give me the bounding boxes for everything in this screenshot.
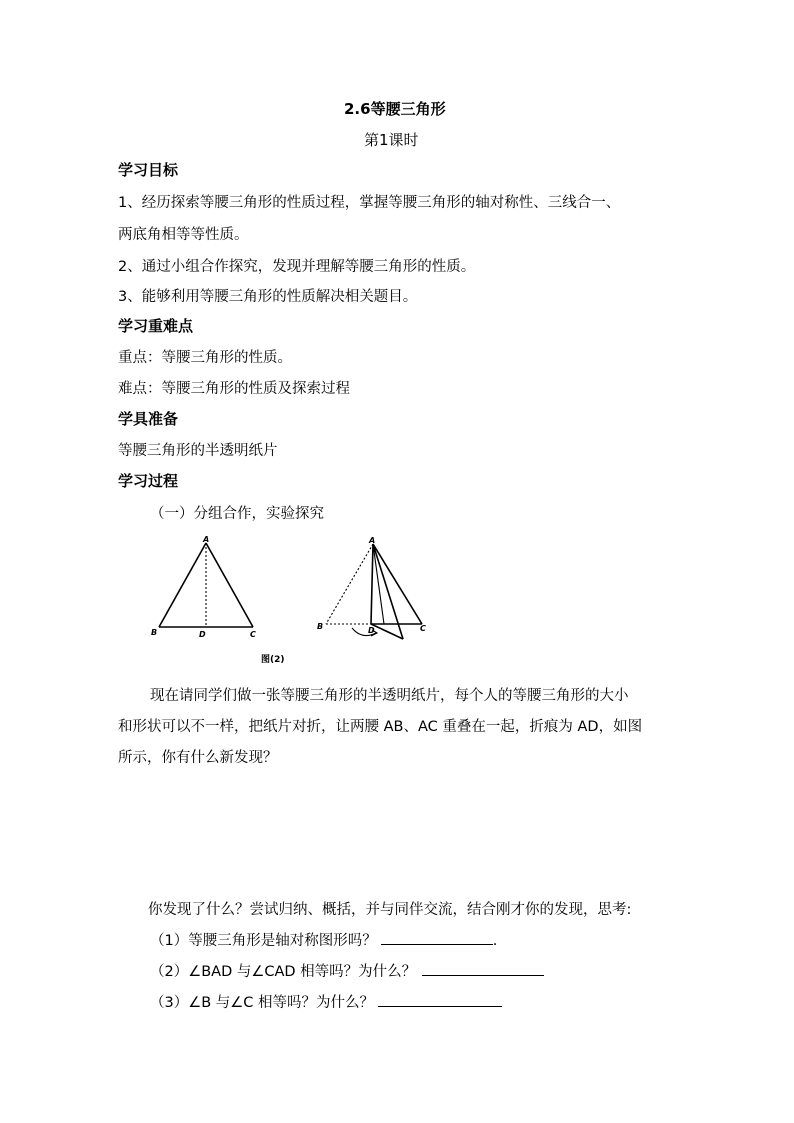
label-d-left: D — [199, 630, 206, 639]
materials-text: 等腰三角形的半透明纸片 — [118, 443, 278, 459]
triangle-left — [159, 543, 253, 627]
label-d-right: D — [368, 626, 375, 635]
question-2-text: （2）∠BAD 与∠CAD 相等吗？为什么？ — [150, 964, 417, 980]
goal-item: 2、通过小组合作探究，发现并理解等腰三角形的性质。 — [118, 259, 476, 275]
answer-blank-1[interactable] — [381, 930, 493, 945]
question-3-text: （3）∠B 与∠C 相等吗？为什么？ — [150, 995, 375, 1011]
goal-item: 两底角相等等性质。 — [118, 227, 249, 243]
question-1 — [150, 929, 497, 950]
folding-figure — [140, 532, 440, 672]
difficulty-point: 难点：等腰三角形的性质及探索过程 — [118, 381, 350, 397]
goal-item: 3、能够利用等腰三角形的性质解决相关题目。 — [118, 289, 418, 305]
answer-blank-3[interactable] — [378, 992, 502, 1007]
question-2 — [150, 960, 544, 981]
instruction-paragraph-line: 现在请同学们做一张等腰三角形的半透明纸片，每个人的等腰三角形的大小 — [150, 688, 629, 704]
page-title: 2.6等腰三角形 — [344, 100, 446, 118]
label-a-left: A — [203, 535, 210, 544]
goals-heading: 学习目标 — [118, 161, 179, 179]
label-b-left: B — [151, 628, 158, 637]
label-c-right: C — [420, 624, 426, 633]
lesson-subtitle: 第1课时 — [364, 131, 419, 149]
instruction-paragraph-line: 所示，你有什么新发现？ — [118, 750, 278, 766]
instruction-paragraph-line: 和形状可以不一样，把纸片对折，让两腰 AB、AC 重叠在一起，折痕为 AD，如图 — [118, 719, 643, 735]
label-c-left: C — [250, 630, 256, 639]
key-points-heading: 学习重难点 — [118, 317, 194, 335]
label-b-right: B — [317, 622, 324, 631]
label-a-right: A — [369, 536, 376, 545]
process-heading: 学习过程 — [118, 472, 179, 490]
goal-item: 1、经历探索等腰三角形的性质过程，掌握等腰三角形的轴对称性、三线合一、 — [118, 195, 621, 211]
answer-blank-2[interactable] — [422, 961, 544, 976]
question-1-text: （1）等腰三角形是轴对称图形吗？ — [150, 933, 377, 949]
triangle-right — [326, 544, 422, 639]
question-1-end: . — [492, 933, 498, 949]
figure-caption: 图(2) — [261, 655, 285, 665]
focus-point: 重点：等腰三角形的性质。 — [118, 350, 292, 366]
materials-heading: 学具准备 — [118, 410, 179, 428]
discussion-prompt: 你发现了什么？尝试归纳、概括，并与同伴交流，结合刚才你的发现，思考: — [148, 902, 632, 918]
question-3 — [150, 991, 502, 1012]
step-one-label: （一）分组合作，实验探究 — [150, 506, 324, 522]
